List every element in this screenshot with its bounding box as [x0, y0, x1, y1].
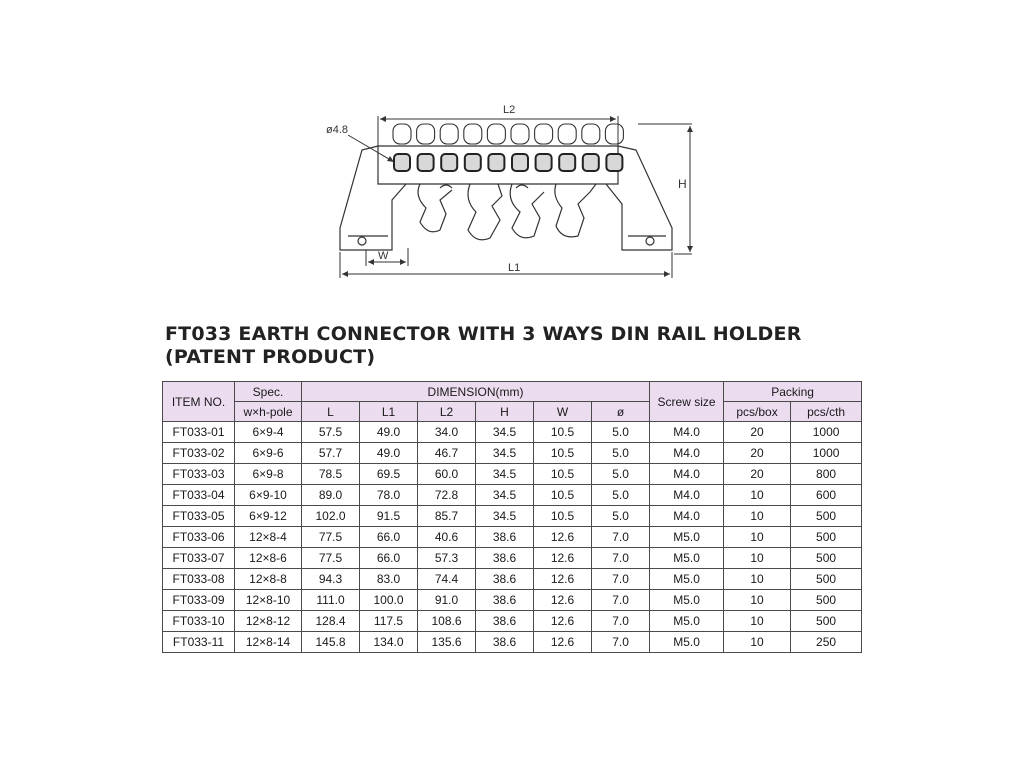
table-cell: 10.5 [534, 485, 592, 506]
table-cell: 500 [791, 548, 862, 569]
table-cell: 89.0 [302, 485, 360, 506]
table-cell: 6×9-4 [235, 422, 302, 443]
table-cell: 34.5 [476, 506, 534, 527]
table-cell: 69.5 [360, 464, 418, 485]
product-subtitle: (PATENT PRODUCT) [165, 346, 376, 368]
table-cell: 38.6 [476, 548, 534, 569]
screw-head [558, 124, 576, 144]
table-cell: 600 [791, 485, 862, 506]
terminal-hole [559, 154, 575, 171]
table-cell: M4.0 [650, 443, 724, 464]
table-cell: M5.0 [650, 611, 724, 632]
table-cell: 12×8-4 [235, 527, 302, 548]
table-cell: 12×8-8 [235, 569, 302, 590]
table-cell: 6×9-12 [235, 506, 302, 527]
table-cell: 34.0 [418, 422, 476, 443]
terminal-hole [536, 154, 552, 171]
table-cell: 34.5 [476, 485, 534, 506]
table-cell: 66.0 [360, 527, 418, 548]
product-title: FT033 EARTH CONNECTOR WITH 3 WAYS DIN RAIL HOLDER [165, 323, 802, 345]
table-cell: 250 [791, 632, 862, 653]
table-cell: 10 [724, 485, 791, 506]
table-cell: 108.6 [418, 611, 476, 632]
table-cell: 10 [724, 527, 791, 548]
table-cell: 78.0 [360, 485, 418, 506]
table-cell: 38.6 [476, 632, 534, 653]
table-row [163, 632, 862, 653]
table-cell: 34.5 [476, 422, 534, 443]
table-cell: M4.0 [650, 422, 724, 443]
terminal-hole [488, 154, 504, 171]
table-row [163, 527, 862, 548]
table-cell: 20 [724, 422, 791, 443]
table-cell: 38.6 [476, 611, 534, 632]
din-clip-3 [510, 184, 544, 238]
label-hole-diameter: ø4.8 [326, 124, 349, 136]
table-cell: 5.0 [592, 485, 650, 506]
terminal-hole [512, 154, 528, 171]
table-cell: 10 [724, 569, 791, 590]
header-screw-size: Screw size [650, 382, 724, 422]
table-cell: 10.5 [534, 422, 592, 443]
table-cell: M5.0 [650, 590, 724, 611]
table-cell: FT033-01 [163, 422, 235, 443]
terminal-hole [441, 154, 457, 171]
table-cell: 10.5 [534, 443, 592, 464]
table-row [163, 548, 862, 569]
table-cell: 72.8 [418, 485, 476, 506]
table-cell: 12.6 [534, 548, 592, 569]
table-cell: 1000 [791, 443, 862, 464]
table-cell: 12×8-12 [235, 611, 302, 632]
table-cell: 46.7 [418, 443, 476, 464]
label-H: H [678, 177, 687, 191]
screw-head [440, 124, 458, 144]
table-cell: 91.0 [418, 590, 476, 611]
table-cell: 34.5 [476, 443, 534, 464]
table-cell: 10 [724, 611, 791, 632]
table-cell: 100.0 [360, 590, 418, 611]
table-cell: 134.0 [360, 632, 418, 653]
earth-connector-drawing [0, 0, 1024, 300]
table-cell: FT033-02 [163, 443, 235, 464]
table-cell: 6×9-8 [235, 464, 302, 485]
table-cell: M4.0 [650, 506, 724, 527]
table-cell: 34.5 [476, 464, 534, 485]
table-cell: 500 [791, 527, 862, 548]
table-cell: FT033-09 [163, 590, 235, 611]
screw-head [417, 124, 435, 144]
table-cell: FT033-07 [163, 548, 235, 569]
terminal-hole [465, 154, 481, 171]
table-cell: 7.0 [592, 527, 650, 548]
screw-head [582, 124, 600, 144]
table-cell: 10 [724, 548, 791, 569]
terminal-hole [606, 154, 622, 171]
table-row [163, 506, 862, 527]
table-cell: 5.0 [592, 464, 650, 485]
label-W: W [378, 250, 389, 262]
table-cell: FT033-03 [163, 464, 235, 485]
table-cell: 12.6 [534, 569, 592, 590]
table-cell: 7.0 [592, 569, 650, 590]
inner-notch-2 [516, 185, 528, 188]
terminal-hole [394, 154, 410, 171]
table-cell: 12×8-14 [235, 632, 302, 653]
table-row [163, 569, 862, 590]
header-dimension: DIMENSION(mm) [302, 382, 650, 402]
header-L1: L1 [360, 402, 418, 422]
table-row [163, 485, 862, 506]
table-cell: 57.5 [302, 422, 360, 443]
table-cell: 38.6 [476, 527, 534, 548]
table-cell: 57.7 [302, 443, 360, 464]
table-cell: 49.0 [360, 422, 418, 443]
terminal-hole [583, 154, 599, 171]
table-row [163, 464, 862, 485]
inner-notch-1 [440, 185, 452, 188]
din-clip-2 [468, 184, 502, 240]
table-cell: 117.5 [360, 611, 418, 632]
screw-head [393, 124, 411, 144]
table-cell: 60.0 [418, 464, 476, 485]
header-pcs-box: pcs/box [724, 402, 791, 422]
table-cell: FT033-04 [163, 485, 235, 506]
table-cell: M5.0 [650, 632, 724, 653]
table-cell: 40.6 [418, 527, 476, 548]
table-cell: 10 [724, 632, 791, 653]
table-cell: 49.0 [360, 443, 418, 464]
table-cell: 83.0 [360, 569, 418, 590]
table-cell: 6×9-6 [235, 443, 302, 464]
table-cell: 12.6 [534, 611, 592, 632]
table-cell: 12.6 [534, 632, 592, 653]
table-cell: 12×8-6 [235, 548, 302, 569]
table-cell: 5.0 [592, 506, 650, 527]
table-cell: 12.6 [534, 527, 592, 548]
table-cell: 10.5 [534, 506, 592, 527]
screw-head [535, 124, 553, 144]
table-row [163, 590, 862, 611]
table-cell: 500 [791, 611, 862, 632]
table-cell: 38.6 [476, 590, 534, 611]
table-cell: 91.5 [360, 506, 418, 527]
table-cell: M5.0 [650, 548, 724, 569]
table-cell: M4.0 [650, 485, 724, 506]
table-cell: 102.0 [302, 506, 360, 527]
header-item-no: ITEM NO. [163, 382, 235, 422]
din-clip-1 [418, 184, 452, 232]
screw-head [605, 124, 623, 144]
table-cell: 10 [724, 590, 791, 611]
table-cell: 57.3 [418, 548, 476, 569]
table-cell: FT033-11 [163, 632, 235, 653]
table-cell: 12×8-10 [235, 590, 302, 611]
table-cell: 85.7 [418, 506, 476, 527]
table-cell: 145.8 [302, 632, 360, 653]
table-cell: FT033-05 [163, 506, 235, 527]
specification-table [162, 381, 862, 653]
table-cell: 20 [724, 464, 791, 485]
header-phi: ø [592, 402, 650, 422]
table-cell: FT033-06 [163, 527, 235, 548]
table-cell: 7.0 [592, 590, 650, 611]
screw-head [511, 124, 529, 144]
header-W: W [534, 402, 592, 422]
table-cell: 77.5 [302, 527, 360, 548]
table-cell: M5.0 [650, 569, 724, 590]
table-row [163, 443, 862, 464]
table-cell: 7.0 [592, 548, 650, 569]
table-cell: 7.0 [592, 611, 650, 632]
table-cell: 500 [791, 590, 862, 611]
table-cell: M5.0 [650, 527, 724, 548]
table-cell: 800 [791, 464, 862, 485]
table-cell: 12.6 [534, 590, 592, 611]
table-cell: 74.4 [418, 569, 476, 590]
table-cell: 38.6 [476, 569, 534, 590]
table-cell: 5.0 [592, 422, 650, 443]
table-cell: 10.5 [534, 464, 592, 485]
right-mount-hole [646, 237, 654, 245]
table-cell: 500 [791, 506, 862, 527]
table-cell: 128.4 [302, 611, 360, 632]
table-cell: 66.0 [360, 548, 418, 569]
header-packing: Packing [724, 382, 862, 402]
label-L1: L1 [508, 262, 521, 274]
table-cell: 500 [791, 569, 862, 590]
table-cell: 78.5 [302, 464, 360, 485]
table-cell: 1000 [791, 422, 862, 443]
header-H: H [476, 402, 534, 422]
table-cell: 7.0 [592, 632, 650, 653]
screw-head [487, 124, 505, 144]
table-cell: M4.0 [650, 464, 724, 485]
header-L: L [302, 402, 360, 422]
header-spec: Spec. [235, 382, 302, 402]
header-spec-sub: w×h-pole [235, 402, 302, 422]
header-L2: L2 [418, 402, 476, 422]
table-cell: 10 [724, 506, 791, 527]
terminal-hole [418, 154, 434, 171]
table-cell: FT033-10 [163, 611, 235, 632]
left-mount-hole [358, 237, 366, 245]
table-row [163, 611, 862, 632]
table-cell: 6×9-10 [235, 485, 302, 506]
header-pcs-cth: pcs/cth [791, 402, 862, 422]
table-cell: 94.3 [302, 569, 360, 590]
table-cell: 135.6 [418, 632, 476, 653]
table-cell: 20 [724, 443, 791, 464]
screw-head [464, 124, 482, 144]
table-cell: FT033-08 [163, 569, 235, 590]
table-cell: 77.5 [302, 548, 360, 569]
table-cell: 5.0 [592, 443, 650, 464]
table-cell: 111.0 [302, 590, 360, 611]
din-clip-4 [555, 184, 596, 237]
label-L2: L2 [503, 104, 516, 116]
table-row [163, 422, 862, 443]
